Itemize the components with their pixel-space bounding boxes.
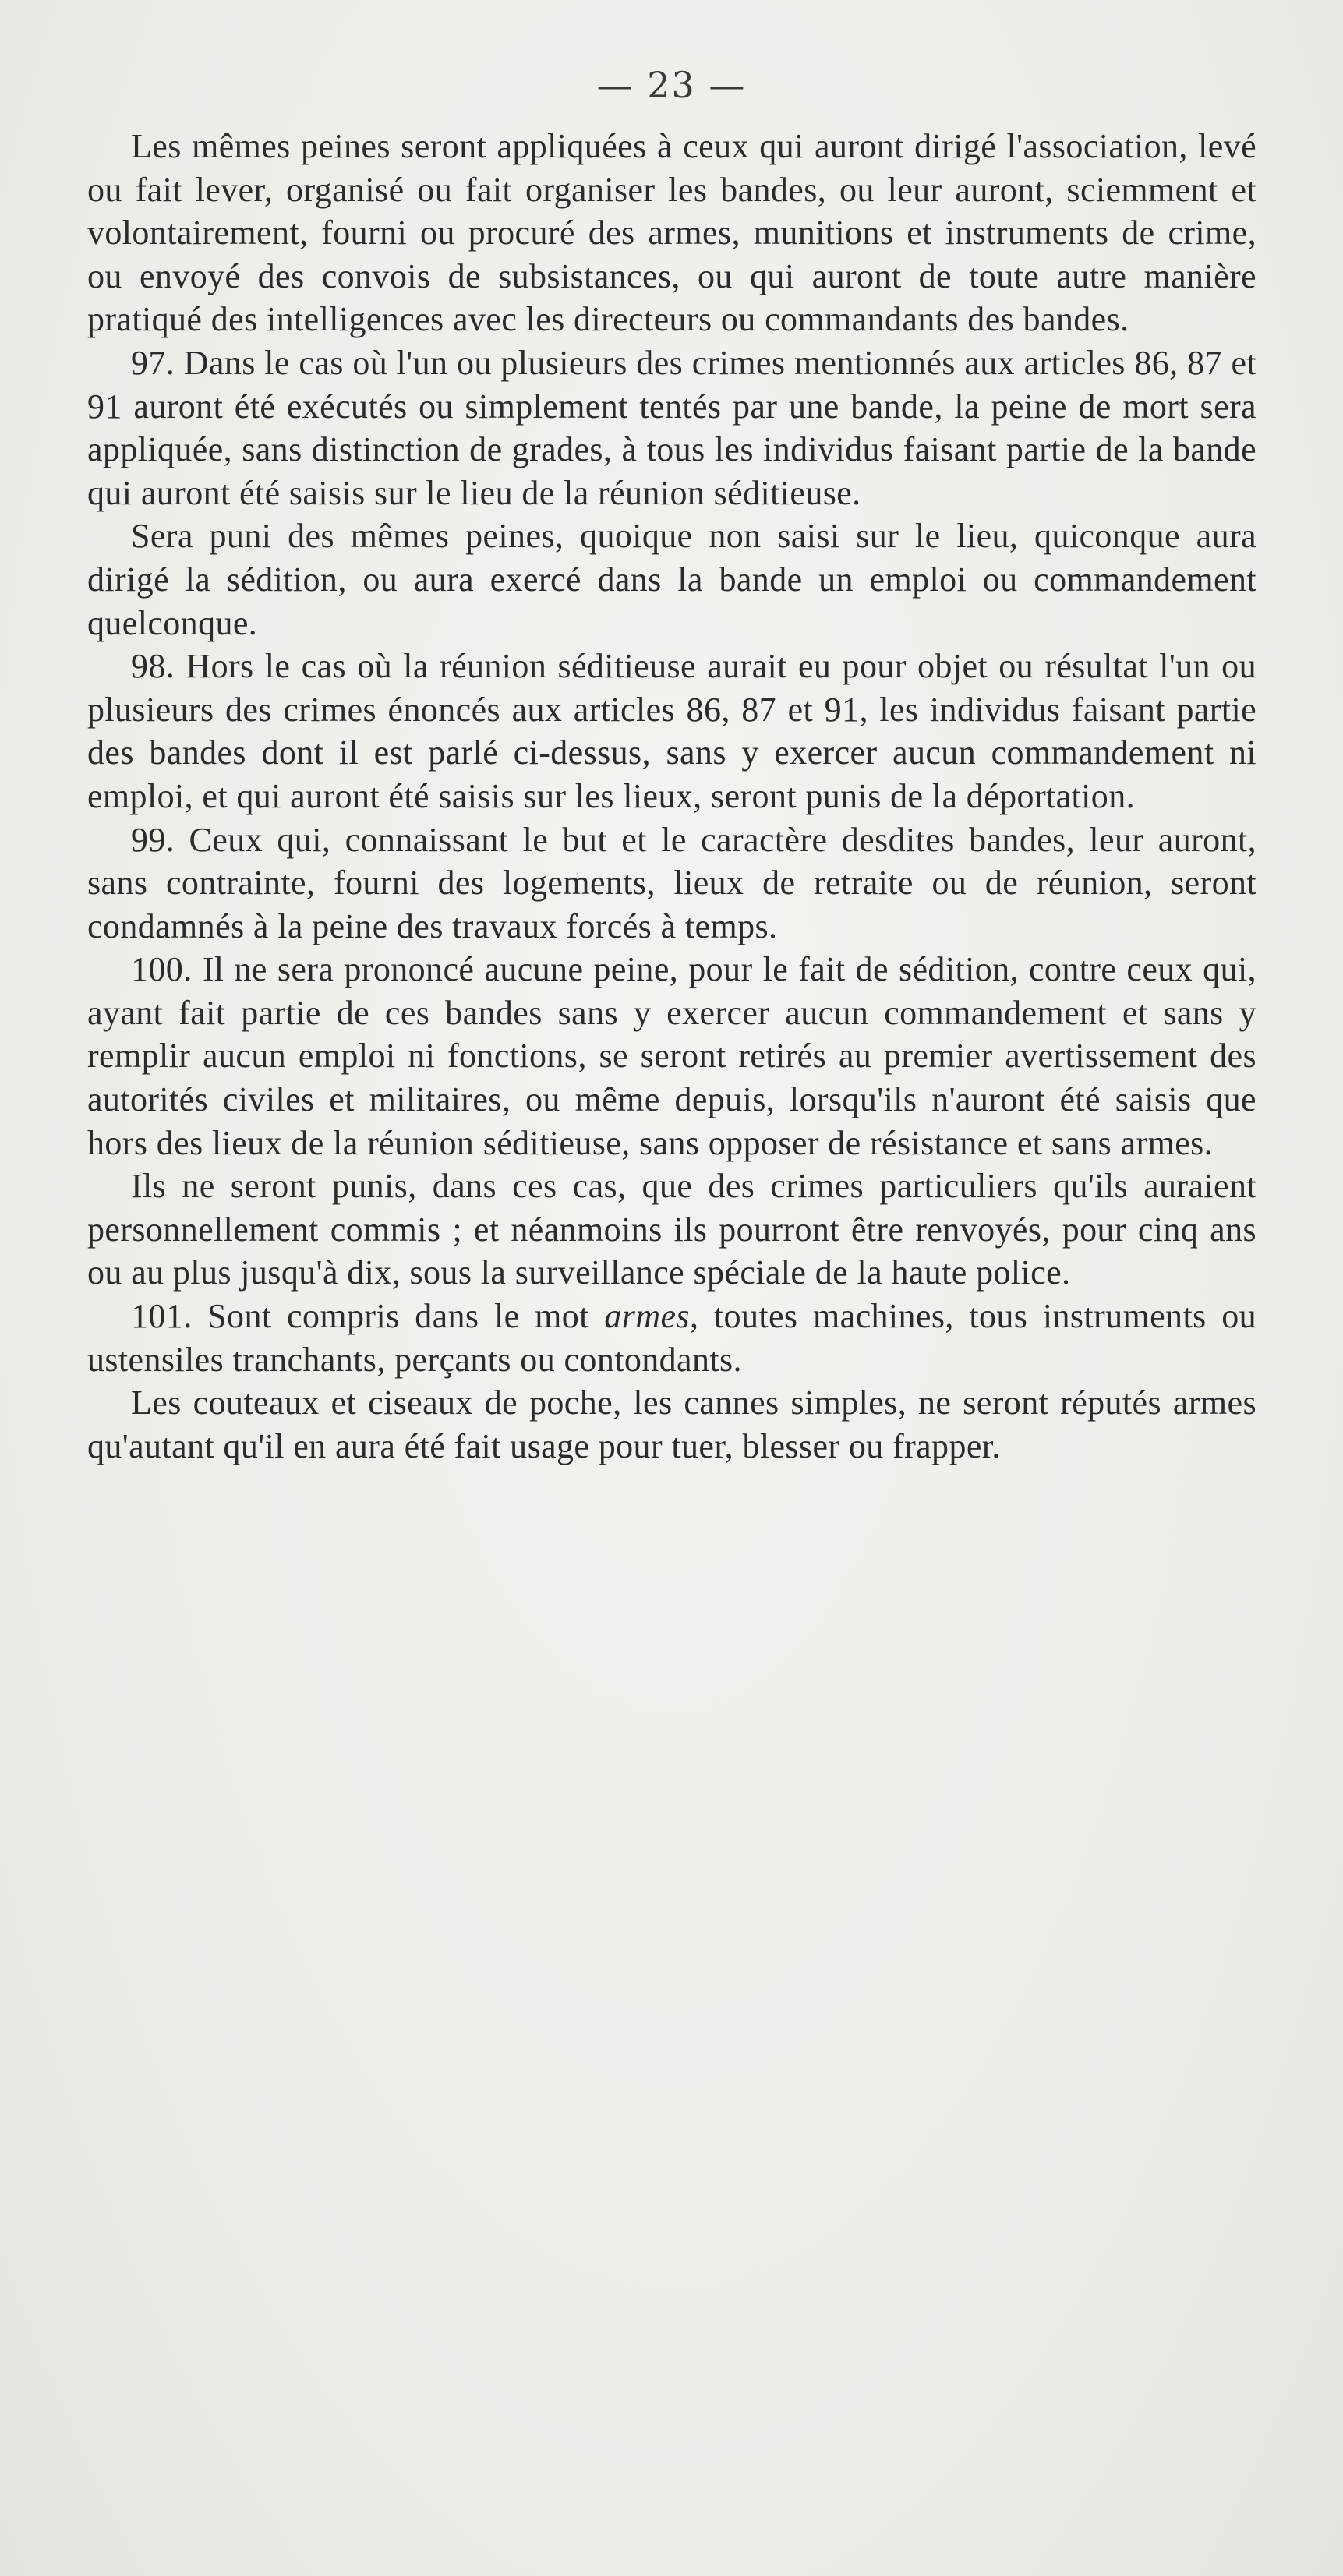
paragraph-article-101-continued: Les couteaux et ciseaux de poche, les cannes simples, ne seront réputés armes qu'autant qu'il en aura été fait usage pour tuer, blesser ou frapper.	[87, 1383, 1256, 1465]
paragraph-article-101	[87, 1295, 1256, 1381]
paragraph-article-100-continued: Ils ne seront punis, dans ces cas, que des crimes particuliers qu'ils auraient personnellement commis ; et néanmoins ils pourront être renvoyés, pour cinq ans ou au plus jusqu'à dix, sous la surveillance spéciale de la haute police.	[87, 1167, 1256, 1292]
article-101-text-end: , toutes machines, tous instruments ou ustensiles tranchants, perçants ou contondants.	[87, 1297, 1256, 1379]
paragraph-article-100: 100. Il ne sera prononcé aucune peine, pour le fait de sédition, contre ceux qui, ayant fait partie de ces bandes sans y exercer aucun commandement et sans y remplir aucun emploi ni fonctions, se seront retirés au premier avertissement des autorités civiles et militaires, ou même depuis, lorsqu'ils n'auront été saisis que hors des lieux de la réunion séditieuse, sans opposer de résistance et sans armes.	[87, 950, 1256, 1162]
article-101-text-start: 101. Sont compris dans le mot	[131, 1297, 605, 1336]
paragraph-article-97: 97. Dans le cas où l'un ou plusieurs des crimes mentionnés aux articles 86, 87 et 91 auront été exécutés ou simplement tentés par une bande, la peine de mort sera appliquée, sans distinction de grades, à tous les individus faisant partie de la bande qui auront été saisis sur le lieu de la réunion séditieuse.	[87, 343, 1256, 512]
page-number: — 23 —	[596, 64, 747, 106]
paragraph-article-98: 98. Hors le cas où la réunion séditieuse aurait eu pour objet ou résultat l'un ou plusieurs des crimes énoncés aux articles 86, 87 et 91, les individus faisant partie des bandes dont il est parlé ci-dessus, sans y exercer aucun commandement ni emploi, et qui auront été saisis sur les lieux, seront punis de la déportation.	[87, 647, 1256, 815]
body-text	[87, 125, 1256, 1468]
paragraph-article-97-continued: Sera puni des mêmes peines, quoique non saisi sur le lieu, quiconque aura dirigé la sédition, ou aura exercé dans la bande un emploi ou commandement quelconque.	[87, 517, 1256, 642]
paragraph-article-99: 99. Ceux qui, connaissant le but et le caractère desdites bandes, leur auront, sans contrainte, fourni des logements, lieux de retraite ou de réunion, seront condamnés à la peine des travaux forcés à temps.	[87, 820, 1256, 945]
paragraph-intro: Les mêmes peines seront appliquées à ceux qui auront dirigé l'association, levé ou fait lever, organisé ou fait organiser les bandes, ou leur auront, sciemment et volontairement, fourni ou procuré des armes, munitions et instruments de crime, ou envoyé des convois de subsistances, ou qui auront de toute autre manière pratiqué des intelligences avec les directeurs ou commandants des bandes.	[87, 127, 1256, 339]
article-101-italic-term: armes	[604, 1297, 690, 1336]
